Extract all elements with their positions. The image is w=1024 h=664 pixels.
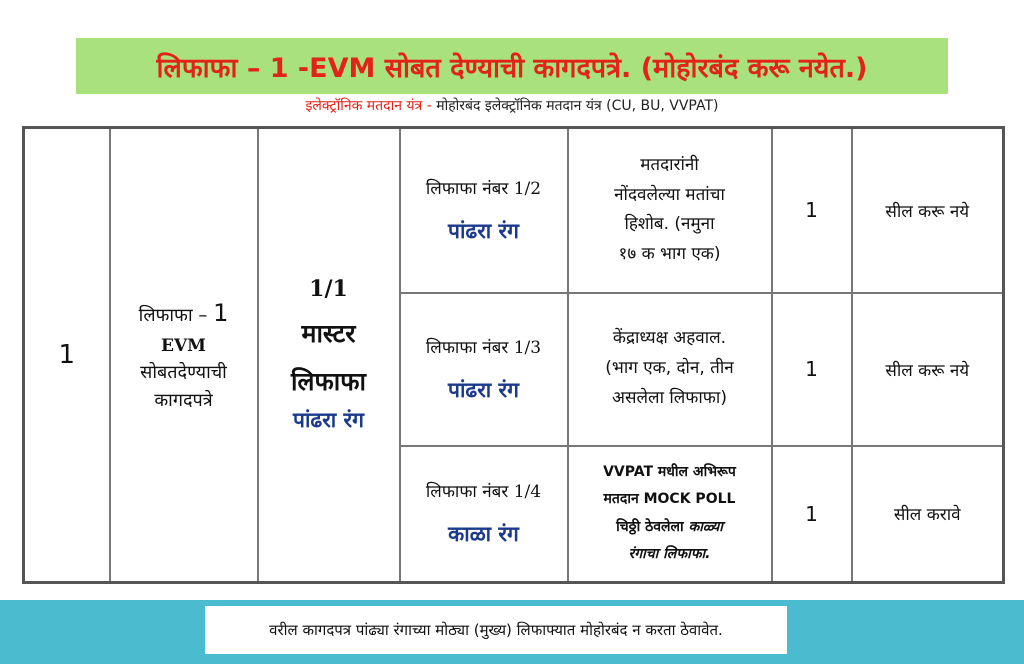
document-title: लिफाफा – 1 -EVM सोबत देण्याची कागदपत्रे. (मोहोरबंद करू नयेत.) xyxy=(156,52,868,84)
subtitle-dark-part: मोहोरबंद इलेक्ट्रॉनिक मतदान यंत्र (CU, BU, VVPAT) xyxy=(436,98,719,114)
description-line: १७ क भाग एक) xyxy=(618,244,721,265)
description-cell xyxy=(568,293,772,446)
action-cell xyxy=(852,293,1004,446)
documents-table xyxy=(22,126,1005,584)
description-cell xyxy=(568,128,772,293)
master-envelope-cell xyxy=(258,128,400,583)
envelope-label: लिफाफा नंबर 1/4 xyxy=(425,482,542,503)
description-line: हिशोब. (नमुना xyxy=(624,214,715,235)
envelope-group-line4: कागदपत्रे xyxy=(154,389,213,411)
action-cell xyxy=(852,128,1004,293)
seal-instruction: सील करू नये xyxy=(885,201,970,222)
description-line: मतदान MOCK POLL xyxy=(603,491,736,508)
envelope-label: लिफाफा नंबर 1/2 xyxy=(425,178,542,199)
envelope-color: पांढरा रंग xyxy=(448,218,519,243)
description-italic: काळ्या xyxy=(688,518,723,535)
quantity-cell xyxy=(772,128,852,293)
description-cell xyxy=(568,446,772,583)
quantity: 1 xyxy=(805,198,818,223)
envelope-color: काळा रंग xyxy=(448,522,519,547)
envelope-group-line2: EVM xyxy=(161,335,206,356)
serial-number-cell xyxy=(24,128,110,583)
master-envelope-color: पांढरा रंग xyxy=(293,408,364,432)
envelope-group-number: 1 xyxy=(213,299,229,328)
description-line: VVPAT मधील अभिरूप xyxy=(603,464,736,481)
description-line: नोंदवलेल्या मतांचा xyxy=(614,184,725,205)
table-row xyxy=(24,128,1004,293)
master-envelope-number: 1/1 xyxy=(309,276,348,302)
subtitle xyxy=(0,96,1024,115)
description-line: मतदारांनी xyxy=(640,154,699,175)
action-cell xyxy=(852,446,1004,583)
envelope-group-line1: लिफाफा – 1 xyxy=(138,299,229,328)
description-line: (भाग एक, दोन, तीन xyxy=(605,358,734,379)
serial-number: 1 xyxy=(58,340,76,370)
description-line: असलेला लिफाफा) xyxy=(612,387,727,408)
seal-instruction: सील करू नये xyxy=(885,360,970,381)
seal-instruction: सील करावे xyxy=(893,505,961,526)
quantity-cell xyxy=(772,446,852,583)
envelope-label: लिफाफा नंबर 1/3 xyxy=(425,337,542,358)
envelope-group-cell xyxy=(110,128,258,583)
bottom-note: वरील कागदपत्र पांढ्या रंगाच्या मोठ्या (मुख्य) लिफाफ्यात मोहोरबंद न करता ठेवावेत. xyxy=(205,606,787,654)
envelope-cell xyxy=(400,446,568,583)
envelope-group-line3: सोबतदेण्याची xyxy=(140,361,227,383)
subtitle-red-part: इलेक्ट्रॉनिक मतदान यंत्र - xyxy=(305,98,432,114)
description-italic: रंगाचा लिफाफा. xyxy=(628,546,711,563)
quantity: 1 xyxy=(805,357,818,382)
description-line: चिठ्ठी ठेवलेला काळ्या xyxy=(616,518,723,535)
description-line: केंद्राध्यक्ष अहवाल. xyxy=(612,328,727,349)
envelope-cell xyxy=(400,293,568,446)
quantity: 1 xyxy=(805,501,818,526)
title-banner xyxy=(76,38,948,94)
envelope-color: पांढरा रंग xyxy=(448,377,519,402)
envelope-cell xyxy=(400,128,568,293)
master-envelope-word1: मास्टर xyxy=(301,319,356,348)
master-envelope-word2: लिफाफा xyxy=(291,367,366,396)
quantity-cell xyxy=(772,293,852,446)
